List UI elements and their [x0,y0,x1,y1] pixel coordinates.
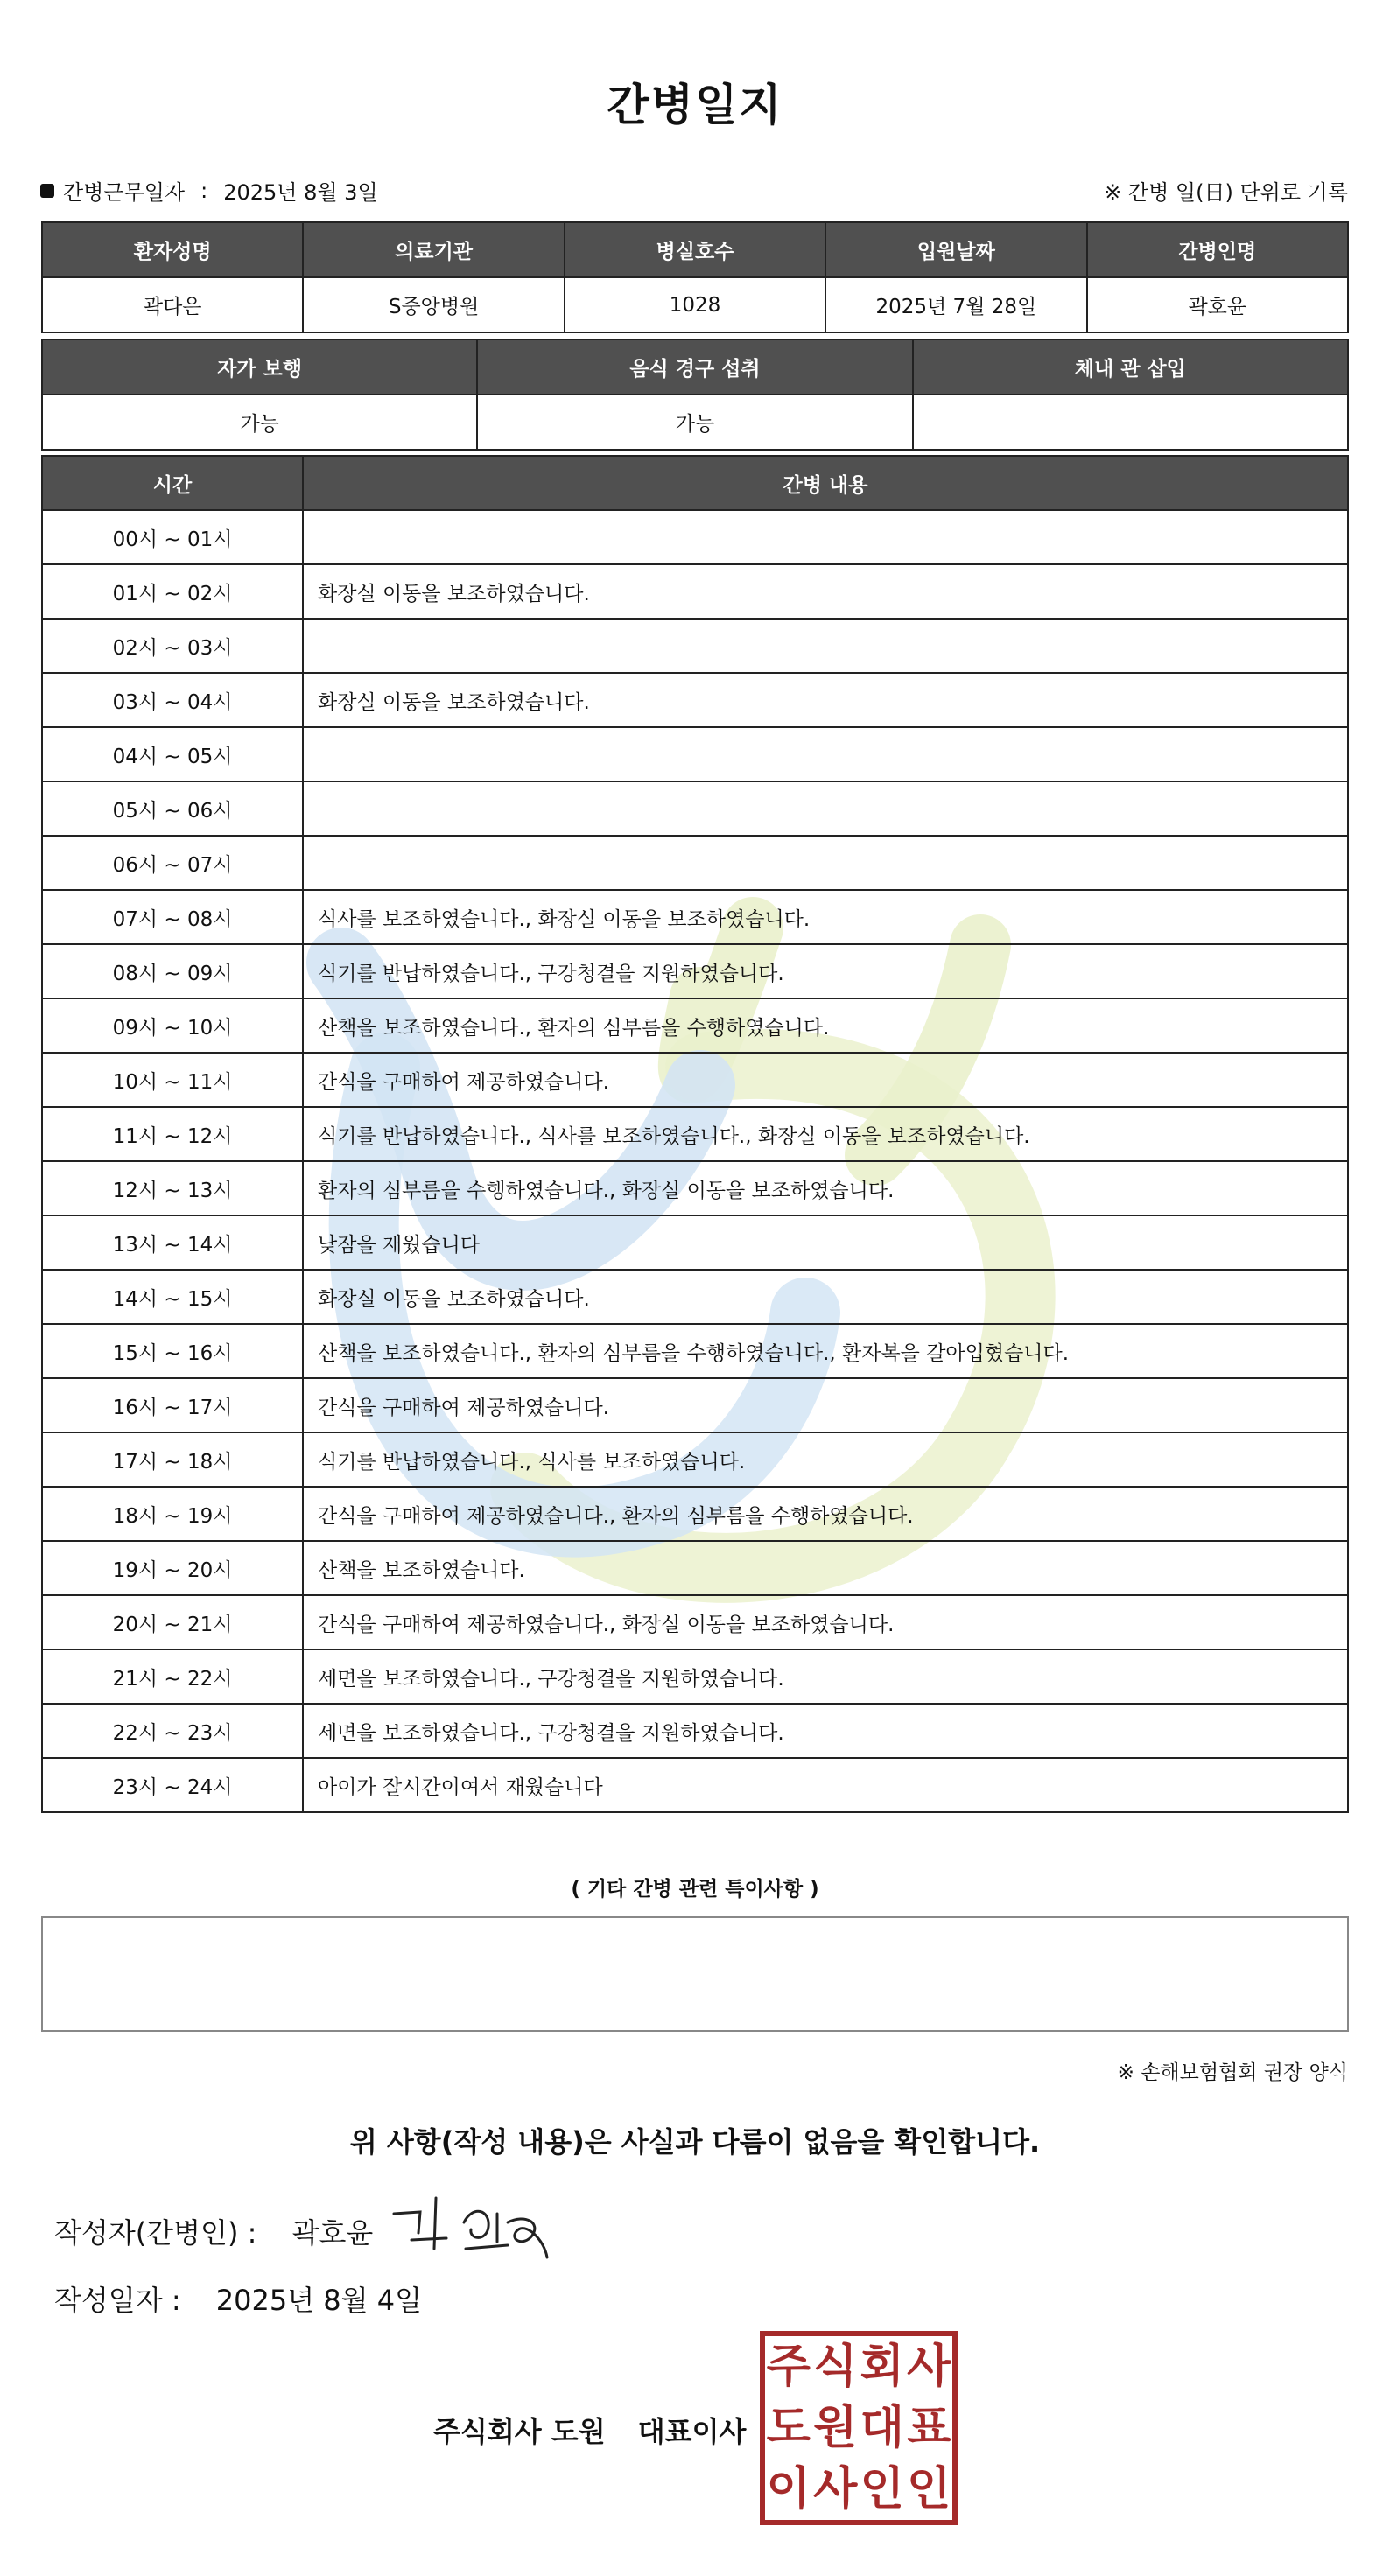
log-note: 간식을 구매하여 제공하였습니다., 화장실 이동을 보조하였습니다. [303,1595,1348,1649]
log-row [42,1378,1348,1432]
seal-char: 회 [860,2340,904,2393]
log-row [42,1487,1348,1541]
log-time: 05시 ~ 06시 [42,781,303,836]
special-notes-title: ( 기타 간병 관련 특이사항 ) [571,1878,819,1900]
log-note: 화장실 이동을 보조하였습니다. [303,1270,1348,1324]
log-note [303,781,1348,836]
log-note: 식기를 반납하였습니다., 식사를 보조하였습니다., 화장실 이동을 보조하였습니다. [303,1107,1348,1161]
tube-insertion-value [913,395,1348,450]
writer-name: 곽호윤 [291,2216,374,2250]
log-time: 21시 ~ 22시 [42,1649,303,1704]
log-row [42,1758,1348,1812]
confirmation-statement: 위 사항(작성 내용)은 사실과 다름이 없음을 확인합니다. [349,2125,1041,2159]
header-self-walking: 자가 보행 [42,340,477,395]
log-time: 10시 ~ 11시 [42,1053,303,1107]
log-row [42,1595,1348,1649]
seal-char: 이 [766,2462,811,2516]
log-time: 17시 ~ 18시 [42,1432,303,1487]
log-rows [42,510,1348,1812]
header-care-content: 간병 내용 [303,456,1348,510]
log-time: 03시 ~ 04시 [42,673,303,727]
writer-line [54,2211,373,2251]
bullet-square-icon [40,184,54,198]
self-walking-value: 가능 [42,395,477,450]
header-time: 시간 [42,456,303,510]
page-title: 간병일지 [607,80,783,130]
log-note: 식사를 보조하였습니다., 화장실 이동을 보조하였습니다. [303,890,1348,944]
company-line [433,2410,746,2450]
log-time: 00시 ~ 01시 [42,510,303,564]
log-row [42,1215,1348,1270]
work-date-line [40,175,378,206]
header-patient-name: 환자성명 [42,222,303,277]
log-note: 아이가 잘시간이여서 재웠습니다 [303,1758,1348,1812]
log-row [42,1161,1348,1215]
oral-intake-value: 가능 [477,395,912,450]
log-note: 산책을 보조하였습니다., 환자의 심부름을 수행하였습니다. [303,998,1348,1053]
log-time: 20시 ~ 21시 [42,1595,303,1649]
hospital-name: S중앙병원 [303,277,564,332]
company-seal-icon [760,2331,958,2525]
log-row [42,1541,1348,1595]
header-tube-insertion: 체내 관 삽입 [913,340,1348,395]
company-name: 주식회사 도원 [433,2415,606,2448]
written-date-line [54,2278,422,2319]
log-note: 간식을 구매하여 제공하였습니다., 환자의 심부름을 수행하였습니다. [303,1487,1348,1541]
log-row [42,1649,1348,1704]
log-time: 07시 ~ 08시 [42,890,303,944]
patient-name: 곽다은 [42,277,303,332]
log-row [42,727,1348,781]
log-note [303,510,1348,564]
log-row [42,890,1348,944]
log-note [303,619,1348,673]
seal-char: 인 [907,2462,951,2516]
log-time: 09시 ~ 10시 [42,998,303,1053]
room-number: 1028 [565,277,825,332]
log-row [42,1053,1348,1107]
log-note: 낮잠을 재웠습니다 [303,1215,1348,1270]
header-oral-intake: 음식 경구 섭취 [477,340,912,395]
company-role: 대표이사 [637,2415,747,2448]
log-time: 08시 ~ 09시 [42,944,303,998]
seal-char: 사 [813,2462,858,2516]
seal-char: 도 [766,2401,811,2454]
log-time: 13시 ~ 14시 [42,1215,303,1270]
written-date-value: 2025년 8월 4일 [215,2284,423,2317]
log-row [42,1107,1348,1161]
log-row [42,998,1348,1053]
patient-status-table [41,339,1349,451]
log-time: 18시 ~ 19시 [42,1487,303,1541]
record-unit-note: ※ 간병 일(日) 단위로 기록 [1104,180,1348,205]
caregiver-name: 곽호윤 [1087,277,1348,332]
hourly-care-log-table [41,455,1349,1813]
log-row [42,619,1348,673]
log-row [42,1324,1348,1378]
handwritten-signature-icon [385,2188,551,2266]
log-time: 23시 ~ 24시 [42,1758,303,1812]
log-note: 세면을 보조하였습니다., 구강청결을 지원하였습니다. [303,1704,1348,1758]
standard-form-note: ※ 손해보험협회 권장 양식 [1117,2062,1348,2084]
seal-char: 식 [813,2340,858,2393]
patient-info-table [41,221,1349,333]
work-date-value: 2025년 8월 3일 [223,180,378,205]
log-note: 세면을 보조하였습니다., 구강청결을 지원하였습니다. [303,1649,1348,1704]
writer-label: 작성자(간병인) : [54,2216,257,2250]
special-notes-box [41,1916,1349,2032]
log-time: 12시 ~ 13시 [42,1161,303,1215]
log-note [303,727,1348,781]
log-time: 11시 ~ 12시 [42,1107,303,1161]
seal-char: 인 [860,2462,904,2516]
log-row [42,1270,1348,1324]
log-time: 22시 ~ 23시 [42,1704,303,1758]
log-note: 산책을 보조하였습니다. [303,1541,1348,1595]
log-row [42,836,1348,890]
header-room: 병실호수 [565,222,825,277]
log-time: 01시 ~ 02시 [42,564,303,619]
header-admission-date: 입원날짜 [825,222,1086,277]
log-time: 14시 ~ 15시 [42,1270,303,1324]
log-note: 화장실 이동을 보조하였습니다. [303,564,1348,619]
log-note: 화장실 이동을 보조하였습니다. [303,673,1348,727]
header-caregiver: 간병인명 [1087,222,1348,277]
log-time: 16시 ~ 17시 [42,1378,303,1432]
work-date-separator: : [200,178,208,203]
log-note: 간식을 구매하여 제공하였습니다. [303,1053,1348,1107]
seal-char: 대 [860,2401,904,2454]
log-note: 식기를 반납하였습니다., 구강청결을 지원하였습니다. [303,944,1348,998]
log-time: 19시 ~ 20시 [42,1541,303,1595]
log-row [42,673,1348,727]
log-time: 15시 ~ 16시 [42,1324,303,1378]
written-date-label: 작성일자 : [54,2284,181,2317]
log-time: 04시 ~ 05시 [42,727,303,781]
log-row [42,781,1348,836]
log-row [42,944,1348,998]
seal-char: 원 [813,2401,858,2454]
admission-date: 2025년 7월 28일 [825,277,1086,332]
log-row [42,510,1348,564]
seal-char: 사 [907,2340,951,2393]
log-row [42,1432,1348,1487]
work-date-label: 간병근무일자 [63,180,186,205]
log-time: 02시 ~ 03시 [42,619,303,673]
log-note: 간식을 구매하여 제공하였습니다. [303,1378,1348,1432]
seal-char: 주 [766,2340,811,2393]
log-time: 06시 ~ 07시 [42,836,303,890]
log-note: 환자의 심부름을 수행하였습니다., 화장실 이동을 보조하였습니다. [303,1161,1348,1215]
log-row [42,564,1348,619]
log-note: 식기를 반납하였습니다., 식사를 보조하였습니다. [303,1432,1348,1487]
log-note: 산책을 보조하였습니다., 환자의 심부름을 수행하였습니다., 환자복을 갈아입혔습니다. [303,1324,1348,1378]
log-note [303,836,1348,890]
seal-char: 표 [907,2401,951,2454]
log-row [42,1704,1348,1758]
header-hospital: 의료기관 [303,222,564,277]
